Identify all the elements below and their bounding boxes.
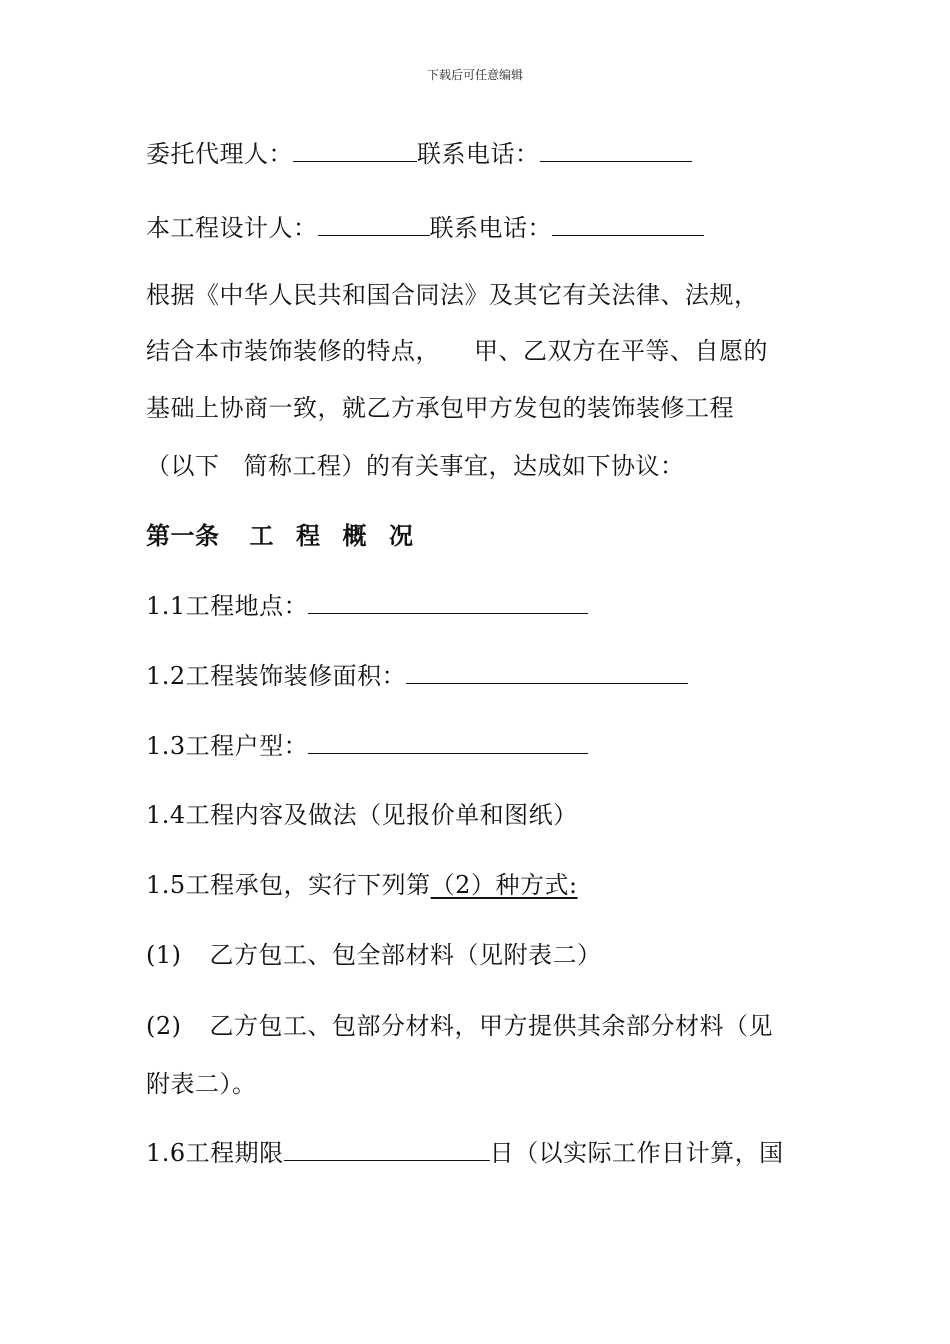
duration-blank[interactable]: [284, 1138, 490, 1161]
article-1-heading: [146, 520, 414, 552]
intro-line-4b: 简称工程）的有关事宜，达成如下协议：: [243, 452, 685, 480]
item-1-6-label: 1.6工程期限: [146, 1139, 284, 1167]
item-1-1: [146, 590, 588, 622]
item-1-5-choice: （2）种方式:: [430, 871, 578, 899]
page-header: 下载后可任意编辑: [426, 68, 523, 82]
designer-blank[interactable]: [318, 213, 430, 236]
agent-label: 委托代理人：: [146, 140, 293, 168]
agent-line: [146, 138, 692, 170]
option-2-number: (2): [146, 1012, 182, 1040]
item-1-4: 1.4工程内容及做法（见报价单和图纸）: [146, 801, 578, 829]
designer-phone-blank[interactable]: [552, 213, 704, 236]
intro-line-4: [146, 450, 685, 482]
site-address-blank[interactable]: [308, 591, 588, 614]
designer-phone-label: 联系电话：: [429, 214, 552, 242]
agent-blank[interactable]: [293, 139, 417, 162]
house-type-blank[interactable]: [308, 731, 588, 754]
article-1-title-char: 况: [389, 521, 414, 550]
intro-line-2b: 甲、乙双方在平等、自愿的: [474, 337, 768, 365]
article-1-title-char: 概: [342, 521, 367, 550]
item-1-3-label: 1.3工程户型：: [146, 732, 309, 760]
area-blank[interactable]: [406, 661, 688, 684]
designer-line: [146, 212, 704, 244]
item-1-3: [146, 730, 588, 762]
option-2: [146, 1010, 773, 1042]
option-2-text: 乙方包工、包部分材料，甲方提供其余部分材料（见: [209, 1012, 773, 1040]
article-1-number: 第一条: [146, 521, 220, 550]
agent-phone-blank[interactable]: [540, 139, 692, 162]
intro-line-4a: （以下: [146, 452, 220, 480]
intro-line-2: [146, 335, 768, 367]
item-1-6: [146, 1137, 784, 1169]
designer-label: 本工程设计人：: [146, 214, 318, 242]
option-1: [146, 939, 602, 971]
item-1-6-suffix: 日（以实际工作日计算，国: [489, 1139, 784, 1167]
option-1-number: (1): [146, 941, 182, 969]
intro-line-2a: 结合本市装饰装修的特点，: [146, 337, 440, 365]
article-1-title-char: 工: [249, 521, 274, 550]
item-1-2-label: 1.2工程装饰装修面积：: [146, 662, 407, 690]
item-1-2: [146, 660, 688, 692]
item-1-5: [146, 869, 578, 901]
intro-line-3: 基础上协商一致，就乙方承包甲方发包的装饰装修工程: [146, 394, 734, 422]
item-1-5-text: 1.5工程承包，实行下列第: [146, 871, 431, 899]
item-1-1-label: 1.1工程地点：: [146, 592, 309, 620]
option-2-continued: 附表二）。: [146, 1070, 257, 1098]
intro-line-1: 根据《中华人民共和国合同法》及其它有关法律、法规，: [146, 281, 759, 309]
agent-phone-label: 联系电话：: [417, 140, 540, 168]
article-1-title-char: 程: [296, 521, 321, 550]
option-1-text: 乙方包工、包全部材料（见附表二）: [209, 941, 602, 969]
